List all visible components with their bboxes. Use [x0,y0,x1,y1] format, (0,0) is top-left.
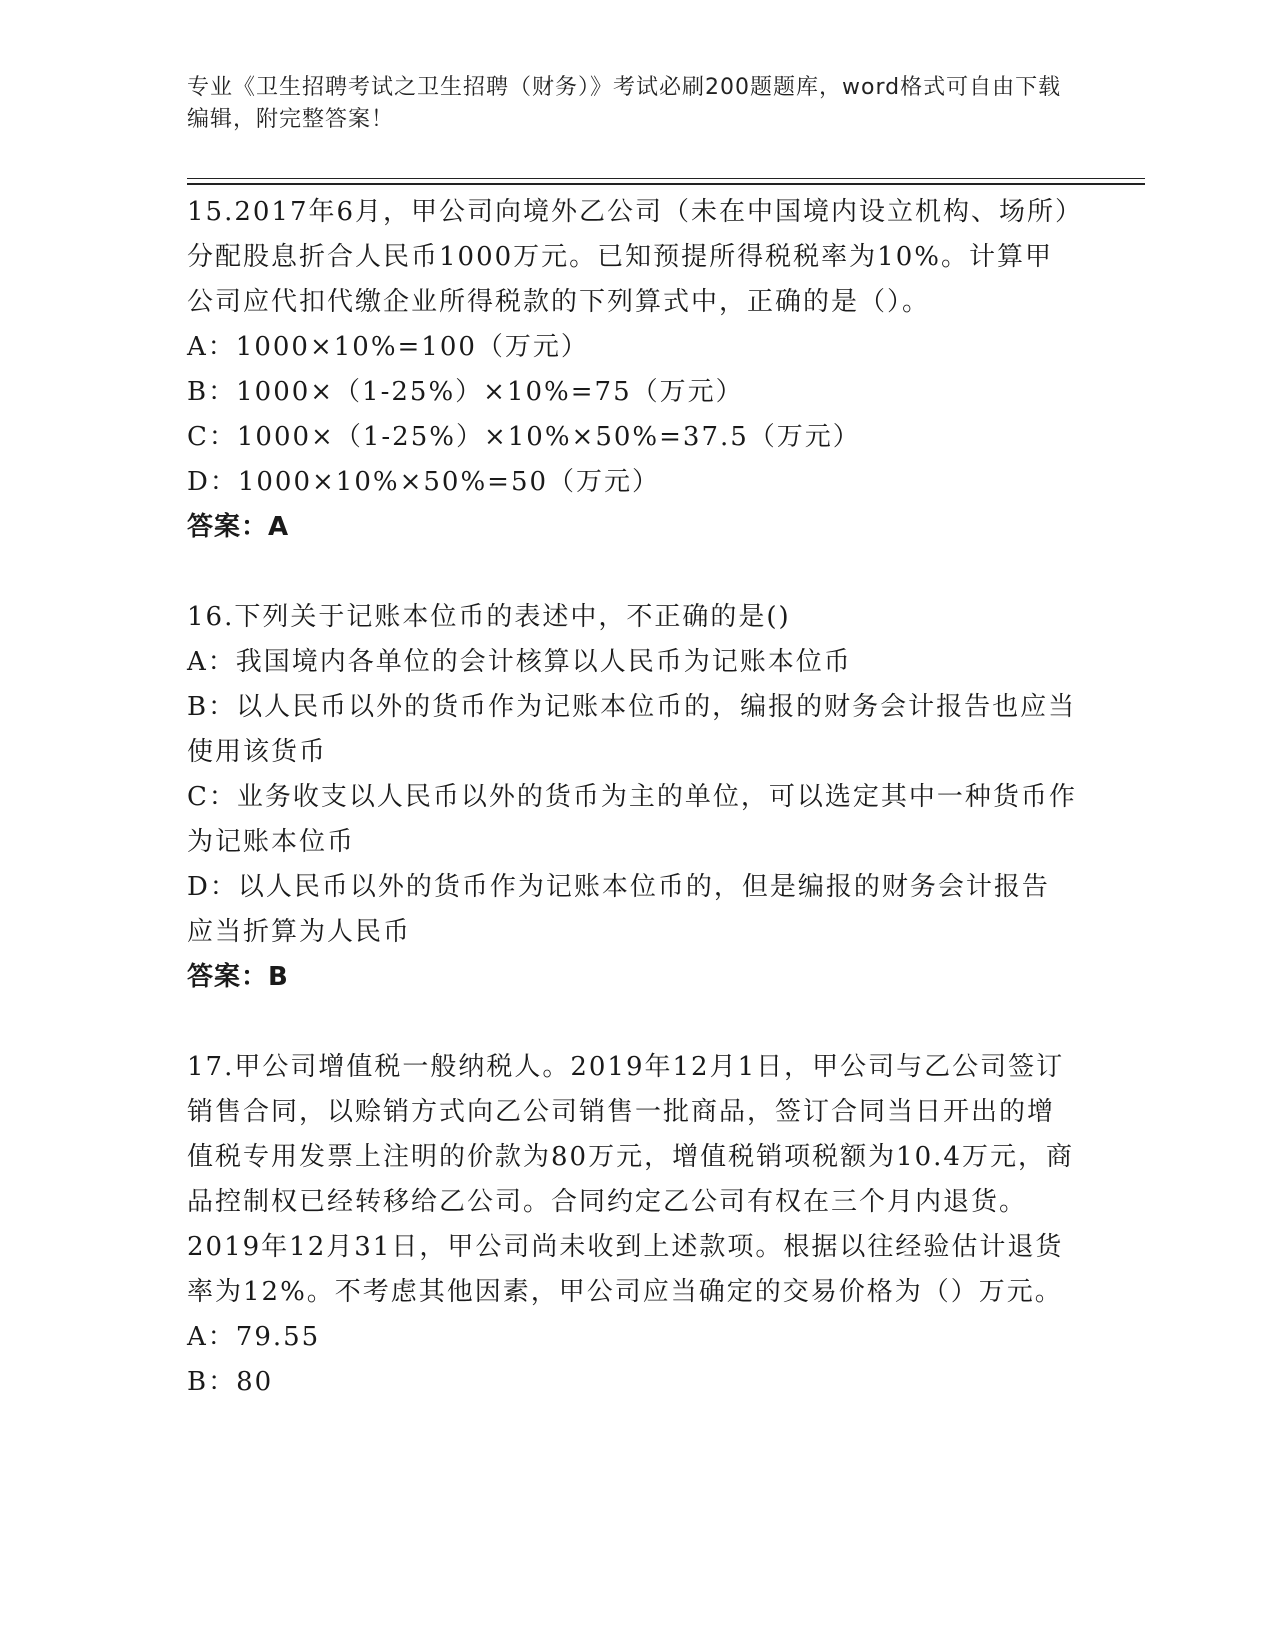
option-a: A：1000×10%=100（万元） [187,332,589,362]
question-15 [187,190,1077,550]
question-stem: 15.2017年6月，甲公司向境外乙公司（未在中国境内设立机构、场所）分配股息折合人民币1000万元。已知预提所得税税率为10%。计算甲公司应代扣代缴企业所得税款的下列算式中，正确的是（）。 [187,197,1071,317]
option-b: B：1000×（1-25%）×10%=75（万元） [187,377,744,407]
question-17 [187,1045,1077,1405]
option-c: C：业务收支以人民币以外的货币为主的单位，可以选定其中一种货币作为记账本位币 [187,782,1077,857]
document-title: 专业《卫生招聘考试之卫生招聘（财务）》考试必刷200题题库，word格式可自由下载编辑，附完整答案！ [187,75,1062,132]
question-stem: 17.甲公司增值税一般纳税人。2019年12月1日，甲公司与乙公司签订销售合同，以赊销方式向乙公司销售一批商品，签订合同当日开出的增值税专用发票上注明的价款为80万元，增值税销项税额为10.4万元，商品控制权已经转移给乙公司。合同约定乙公司有权在三个月内退货。2019年12月31日，甲公司尚未收到上述款项。根据以往经验估计退货率为12%。不考虑其他因素，甲公司应当确定的交易价格为（）万元。 [187,1052,1074,1307]
document-header [187,72,1067,136]
option-d: D：1000×10%×50%=50（万元） [187,467,661,497]
answer-label: 答案：A [187,512,290,542]
question-spacer [187,550,1077,595]
option-b: B：以人民币以外的货币作为记账本位币的，编报的财务会计报告也应当使用该货币 [187,692,1077,767]
question-list [187,190,1077,1405]
option-a: A：我国境内各单位的会计核算以人民币为记账本位币 [187,647,852,677]
question-stem: 16.下列关于记账本位币的表述中，不正确的是() [187,602,791,632]
option-d: D：以人民币以外的货币作为记账本位币的，但是编报的财务会计报告应当折算为人民币 [187,872,1050,947]
question-16 [187,595,1077,1000]
header-divider-thin [187,178,1145,179]
option-a: A：79.55 [187,1322,321,1352]
question-spacer [187,1000,1077,1045]
header-divider-thick [187,183,1145,185]
answer-label: 答案：B [187,962,289,992]
option-b: B：80 [187,1367,274,1397]
option-c: C：1000×（1-25%）×10%×50%=37.5（万元） [187,422,861,452]
